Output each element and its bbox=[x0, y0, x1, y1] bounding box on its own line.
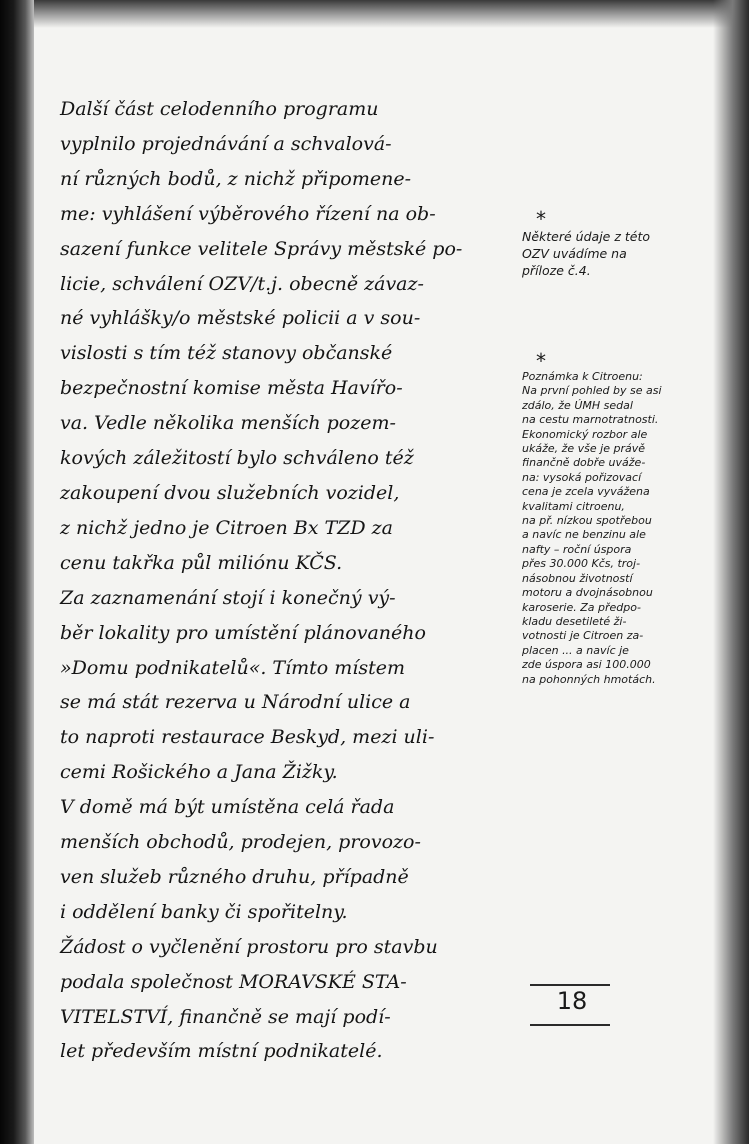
note-line: placen ... a navíc je bbox=[522, 643, 629, 657]
note-line: zde úspora asi 100.000 bbox=[522, 658, 651, 672]
note-line: násobnou životností bbox=[522, 571, 633, 585]
text-line: se má stát rezerva u Národní ulice a bbox=[60, 691, 411, 714]
text-line: kových záležitostí bylo schváleno též bbox=[60, 447, 414, 470]
note-line: Poznámka k Citroenu: bbox=[522, 370, 643, 383]
text-line: vislosti s tím též stanovy občanské bbox=[60, 342, 393, 365]
text-line: menších obchodů, prodejen, provozo- bbox=[60, 831, 421, 854]
note-line: kvalitami citroenu, bbox=[522, 499, 625, 513]
note-line: a navíc ne benzinu ale bbox=[522, 528, 646, 542]
text-line: podala společnost MORAVSKÉ STA- bbox=[60, 970, 407, 993]
note-line: zdálo, že ÚMH sedal bbox=[522, 398, 633, 412]
note-line: přes 30.000 Kčs, troj- bbox=[522, 557, 641, 571]
text-line: licie, schválení OZV/t.j. obecně závaz- bbox=[60, 272, 424, 295]
text-line: to naproti restaurace Beskyd, mezi uli- bbox=[60, 726, 435, 749]
text-line: Žádost o vyčlenění prostoru pro stavbu bbox=[60, 935, 438, 958]
note-line: OZV uvádíme na bbox=[522, 246, 627, 261]
note-line: na cestu marnotratnosti. bbox=[522, 413, 659, 427]
text-line: běr lokality pro umístění plánovaného bbox=[60, 621, 426, 644]
note-line: Některé údaje z této bbox=[522, 229, 651, 244]
note-line: ukáže, že vše je právě bbox=[522, 442, 646, 456]
asterisk-icon: * bbox=[536, 349, 546, 373]
page-number: 18 bbox=[556, 987, 588, 1015]
binding-shadow bbox=[0, 0, 34, 1144]
text-line: né vyhlášky/o městské policii a v sou- bbox=[60, 307, 421, 330]
main-handwritten-text bbox=[60, 92, 520, 1069]
note-line: nafty – roční úspora bbox=[522, 542, 632, 556]
note-line: motoru a dvojnásobnou bbox=[522, 586, 653, 600]
note-line: Ekonomický rozbor ale bbox=[522, 427, 648, 441]
text-line: zakoupení dvou služebních vozidel, bbox=[60, 481, 400, 504]
margin-note-citroen bbox=[522, 349, 732, 687]
note-line: kladu desetileté ži- bbox=[522, 614, 627, 628]
note-line: na pohonných hmotách. bbox=[522, 672, 656, 686]
note-line: finančně dobře uváže- bbox=[522, 456, 646, 470]
text-line: VITELSTVÍ, finančně se mají podí- bbox=[60, 1005, 391, 1028]
text-line: cemi Rošického a Jana Žižky. bbox=[60, 761, 338, 784]
note-line: cena je zcela vyvážena bbox=[522, 485, 650, 499]
text-line: sazení funkce velitele Správy městské po- bbox=[60, 237, 463, 260]
asterisk-icon: * bbox=[536, 207, 546, 231]
text-line: bezpečnostní komise města Havířo- bbox=[60, 377, 403, 400]
note-line: příloze č.4. bbox=[522, 263, 591, 278]
text-line: z nichž jedno je Citroen Bx TZD za bbox=[60, 516, 393, 539]
text-line: ven služeb různého druhu, případně bbox=[60, 865, 409, 888]
note-line: karoserie. Za předpo- bbox=[522, 600, 641, 614]
text-line: i oddělení banky či spořitelny. bbox=[60, 900, 348, 923]
text-line: V domě má být umístěna celá řada bbox=[60, 796, 395, 819]
note-line: na: vysoká pořizovací bbox=[522, 470, 642, 484]
text-line: »Domu podnikatelů«. Tímto místem bbox=[60, 656, 406, 679]
note-line: votnosti je Citroen za- bbox=[522, 629, 644, 643]
text-line: me: vyhlášení výběrového řízení na ob- bbox=[60, 202, 436, 225]
text-line: Další část celodenního programu bbox=[60, 98, 379, 120]
text-line: vyplnilo projednávání a schvalová- bbox=[60, 132, 392, 155]
top-edge-shadow bbox=[0, 0, 749, 28]
margin-note-ozv bbox=[522, 207, 712, 279]
note-line: Na první pohled by se asi bbox=[522, 384, 662, 398]
note-line: na př. nízkou spotřebou bbox=[522, 514, 652, 528]
text-line: cenu takřka půl miliónu KČS. bbox=[60, 551, 343, 574]
text-line: Za zaznamenání stojí i konečný vý- bbox=[60, 586, 396, 609]
text-line: let především místní podnikatelé. bbox=[60, 1040, 383, 1063]
text-line: va. Vedle několika menších pozem- bbox=[60, 412, 396, 435]
text-line: ní různých bodů, z nichž připomene- bbox=[60, 167, 412, 190]
